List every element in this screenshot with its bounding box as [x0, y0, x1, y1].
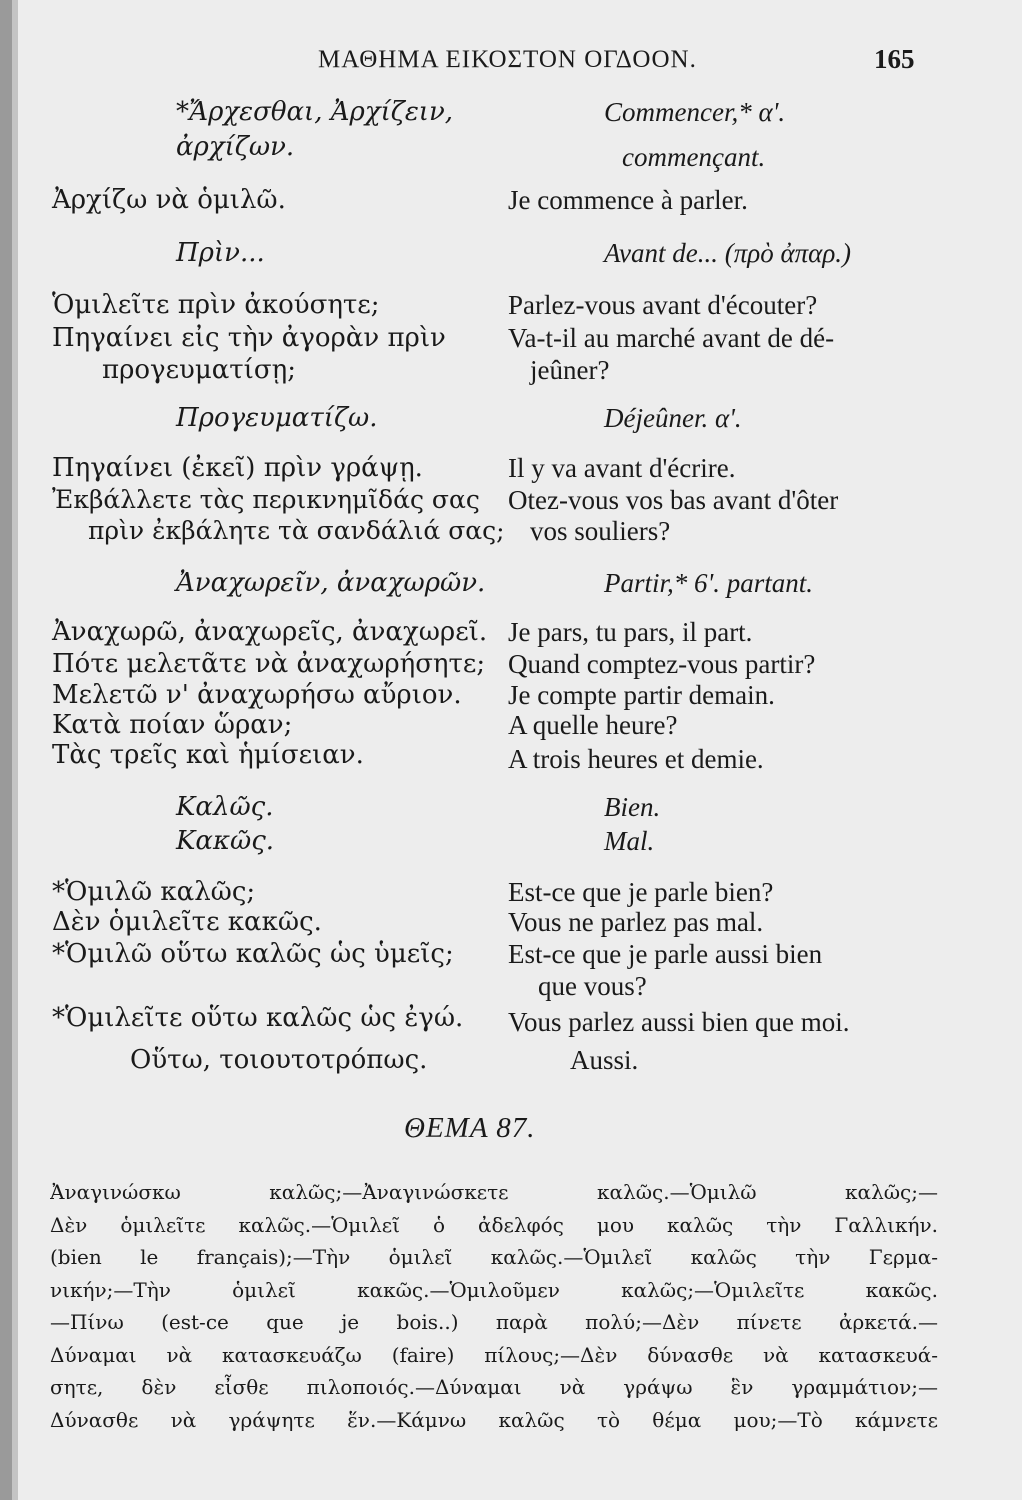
- right-line: Quand comptez-vous partir?: [508, 649, 816, 679]
- right-line: Aussi.: [570, 1045, 639, 1075]
- right-line: vos souliers?: [530, 516, 671, 546]
- left-line: Πηγαίνει (ἐκεῖ) πρὶν γράψῃ.: [52, 453, 423, 483]
- exercise-line: Δὲν ὁμιλεῖτε καλῶς.—Ὁμιλεῖ ὁ ἀδελφός μου καλῶς τὴν Γαλλικήν.: [50, 1212, 938, 1237]
- left-line: *Ὁμιλῶ καλῶς;: [52, 877, 256, 907]
- right-line: Je pars, tu pars, il part.: [508, 617, 753, 647]
- left-line: Ἀναχωρεῖν, ἀναχωρῶν.: [176, 568, 486, 598]
- left-line: Πηγαίνει εἰς τὴν ἀγορὰν πρὶν: [52, 323, 446, 353]
- left-line: Τὰς τρεῖς καὶ ἡμίσειαν.: [52, 740, 364, 770]
- page-spine-highlight: [12, 0, 18, 1500]
- left-line: Κατὰ ποίαν ὥραν;: [52, 710, 293, 740]
- exercise-line: Δύναμαι νὰ κατασκευάζω (faire) πίλους;—Δὲν δύνασθε νὰ κατασκευά-: [50, 1342, 938, 1367]
- right-line: Otez-vous vos bas avant d'ôter: [508, 485, 839, 515]
- exercise-line: σητε, δὲν εἶσθε πιλοποιός.—Δύναμαι νὰ γράψω ἓν γραμμάτιον;—: [50, 1375, 938, 1399]
- left-line: Κακῶς.: [176, 826, 275, 856]
- left-line: Ἐκβάλλετε τὰς περικνημῖδάς σας: [52, 485, 480, 514]
- left-line: Ἀρχίζω νὰ ὁμιλῶ.: [52, 185, 286, 215]
- right-line: Je commence à parler.: [508, 185, 748, 215]
- left-line: Ὁμιλεῖτε πρὶν ἀκούσητε;: [52, 290, 380, 320]
- left-line: Πότε μελετᾶτε νὰ ἀναχωρήσητε;: [52, 649, 486, 679]
- right-line: Vous parlez aussi bien que moi.: [508, 1007, 850, 1037]
- exercise-line: Ἀναγινώσκω καλῶς;—Ἀναγινώσκετε καλῶς.—Ὁμιλῶ καλῶς;—: [50, 1180, 938, 1204]
- right-line: jeûner?: [530, 355, 610, 385]
- right-line: Partir,* 6'. partant.: [604, 568, 814, 598]
- right-line: Avant de... (πρὸ ἀπαρ.): [604, 238, 852, 268]
- right-line: Déjeûner. α'.: [604, 403, 742, 433]
- left-line: Οὕτω, τοιουτοτρόπως.: [130, 1045, 428, 1075]
- exercise-line: Δύνασθε νὰ γράψητε ἕν.—Κάμνω καλῶς τὸ θέμα μου;—Τὸ κάμνετε: [50, 1407, 938, 1432]
- left-line: Προγευματίζω.: [176, 403, 378, 433]
- right-line: Parlez-vous avant d'écouter?: [508, 290, 818, 320]
- left-line: πρὶν ἐκβάλητε τὰ σανδάλιά σας;: [88, 516, 505, 545]
- right-line: Il y va avant d'écrire.: [508, 453, 736, 483]
- exercise-line: νικήν;—Τὴν ὁμιλεῖ κακῶς.—Ὁμιλοῦμεν καλῶς;—Ὁμιλεῖτε κακῶς.: [50, 1277, 938, 1302]
- left-line: Δὲν ὁμιλεῖτε κακῶς.: [52, 907, 322, 937]
- right-line: commençant.: [622, 142, 766, 172]
- right-line: A quelle heure?: [508, 710, 678, 740]
- right-line: Est-ce que je parle aussi bien: [508, 939, 823, 969]
- right-line: Je compte partir demain.: [508, 680, 775, 710]
- right-line: A trois heures et demie.: [508, 744, 764, 774]
- exercise-line: —Πίνω (est-ce que je bois..) παρὰ πολύ;—Δὲν πίνετε ἀρκετά.—: [50, 1310, 938, 1334]
- left-line: Μελετῶ ν' ἀναχωρήσω αὔριον.: [52, 680, 462, 710]
- page-spine-shadow: [0, 0, 12, 1500]
- left-line: ἀρχίζων.: [176, 132, 295, 162]
- left-line: *Ὁμιλεῖτε οὕτω καλῶς ὡς ἐγώ.: [52, 1003, 464, 1033]
- left-line: προγευματίσῃ;: [102, 355, 296, 385]
- right-line: Vous ne parlez pas mal.: [508, 907, 764, 937]
- left-line: Πρὶν...: [176, 238, 265, 268]
- left-line: Καλῶς.: [176, 792, 274, 822]
- page-number: 165: [874, 44, 915, 74]
- left-line: *Ὁμιλῶ οὕτω καλῶς ὡς ὑμεῖς;: [52, 939, 454, 969]
- left-line: *Ἄρχεσθαι, Ἀρχίζειν,: [176, 97, 454, 127]
- exercise-line: (bien le français);—Τὴν ὁμιλεῖ καλῶς.—Ὁμιλεῖ καλῶς τὴν Γερμα-: [50, 1245, 938, 1269]
- header-title: ΜΑΘΗΜΑ ΕΙΚΟΣΤΟΝ ΟΓΔΟΟΝ.: [318, 46, 697, 73]
- right-line: Commencer,* α'.: [604, 97, 786, 127]
- exercise-text: [50, 1176, 938, 1436]
- exercise-heading: ΘΕΜΑ 87.: [404, 1112, 536, 1144]
- right-line: Est-ce que je parle bien?: [508, 877, 774, 907]
- right-line: Va-t-il au marché avant de dé-: [508, 323, 835, 353]
- right-line: Bien.: [604, 792, 661, 822]
- running-header: [0, 46, 1022, 86]
- right-line: que vous?: [538, 971, 647, 1001]
- right-line: Mal.: [604, 826, 655, 856]
- left-line: Ἀναχωρῶ, ἀναχωρεῖς, ἀναχωρεῖ.: [52, 617, 488, 647]
